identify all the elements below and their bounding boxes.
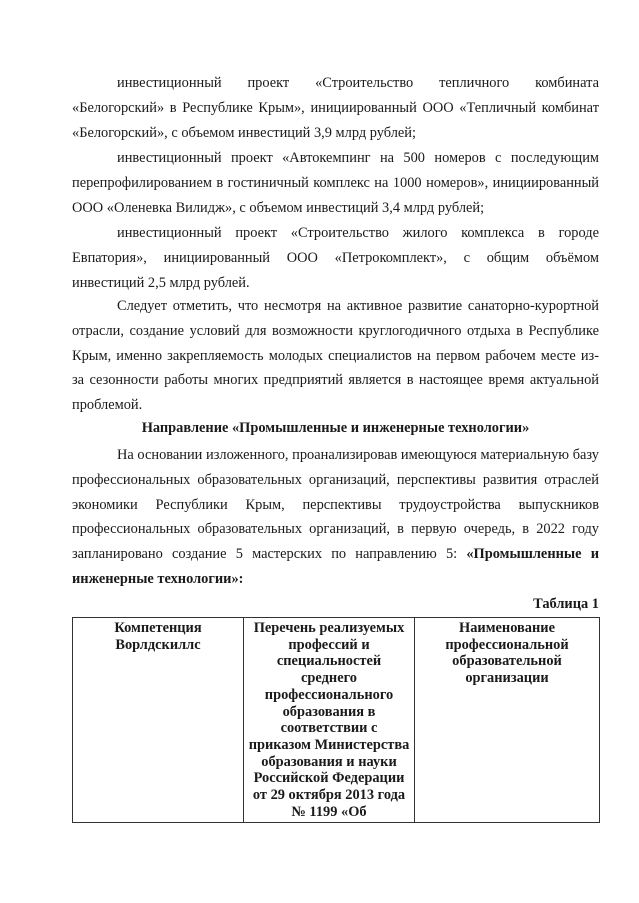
bold-direction-name: инженерные технологии»:: [72, 570, 244, 587]
header-line: Ворлдскиллс: [115, 636, 201, 653]
text-line: инвестиций 2,5 млрд рублей.: [72, 274, 250, 291]
header-line: образования в: [282, 703, 376, 720]
header-cell-professions-list: [244, 618, 415, 823]
header-line: Российской Федерации: [253, 770, 405, 787]
header-line: специальностей: [276, 653, 382, 670]
paragraph-investment-housing: [72, 221, 599, 295]
text-line: инвестиционный проект «Автокемпинг на 500 номеров с последующим: [117, 150, 599, 166]
paragraph-investment-greenhouse: [72, 71, 599, 145]
text-line: Следует отметить, что несмотря на активное развитие санаторно-курортной: [117, 298, 599, 314]
text-line: отрасли, создание условий для возможности круглогодичного отдыха в Республике: [72, 322, 599, 339]
header-line: от 29 октября 2013 года: [252, 787, 406, 804]
text-line: «Белогорский», с объемом инвестиций 3,9 млрд рублей;: [72, 124, 417, 141]
text-line: профессиональных образовательных организаций, в первую очередь, в 2022 году: [72, 521, 599, 538]
header-cell-organization: [415, 618, 600, 823]
paragraph-seasonality-problem: [72, 294, 599, 418]
text-line: профессиональных образовательных организаций, перспективы развития отраслей: [72, 471, 599, 488]
table-caption: Таблица 1: [533, 596, 599, 612]
text-line: инвестиционный проект «Строительство жилого комплекса в городе: [117, 225, 599, 241]
header-line: профессий и: [288, 636, 370, 653]
text-line: экономики Республики Крым, перспективы трудоустройства выпускников: [72, 496, 599, 513]
header-line: Компетенция: [114, 620, 202, 636]
header-line: профессиональной: [445, 636, 569, 653]
header-line: образования и науки: [261, 753, 397, 770]
header-line: профессионального: [264, 686, 394, 703]
text-line: ООО «Оленевка Вилидж», с объемом инвестиций 3,4 млрд рублей;: [72, 199, 485, 216]
section-heading: Направление «Промышленные и инженерные технологии»: [141, 420, 530, 436]
header-line: приказом Министерства: [248, 736, 410, 753]
competency-table: [72, 617, 600, 823]
text-line: «Белогорский» в Республике Крым», инициированный ООО «Тепличный комбинат: [72, 99, 599, 116]
header-line: Наименование: [459, 620, 555, 636]
header-line: организации: [465, 670, 549, 687]
text-line: Евпатория», инициированный ООО «Петрокомплект», с общим объёмом: [72, 249, 599, 266]
header-line: Перечень реализуемых: [253, 620, 405, 636]
text-line: проблемой.: [72, 397, 143, 414]
text-line: перепрофилированием в гостиничный комплекс на 1000 номеров», инициированный: [72, 174, 599, 191]
header-line: среднего: [301, 670, 357, 687]
header-line: соответствии с: [280, 720, 378, 737]
bold-direction-name: «Промышленные и: [466, 546, 599, 563]
text-line: инвестиционный проект «Строительство тепличного комбината: [117, 75, 599, 91]
paragraph-investment-camping: [72, 146, 599, 220]
header-line: № 1199 «Об: [291, 803, 367, 820]
header-cell-competency: [73, 618, 244, 823]
text-line: Крым, именно закрепляемость молодых специалистов на первом рабочем месте из-: [72, 347, 599, 364]
text-line: за сезонности работы многих предприятий является в настоящее время актуальной: [72, 372, 599, 389]
text-run: запланировано создание 5 мастерских по направлению 5:: [72, 546, 467, 563]
text-line: На основании изложенного, проанализировав имеющуюся материальную базу: [117, 447, 599, 463]
table-header-row: [73, 618, 600, 823]
text-line: [72, 542, 599, 567]
header-line: образовательной: [452, 653, 562, 670]
paragraph-workshops-intro: [72, 443, 599, 592]
